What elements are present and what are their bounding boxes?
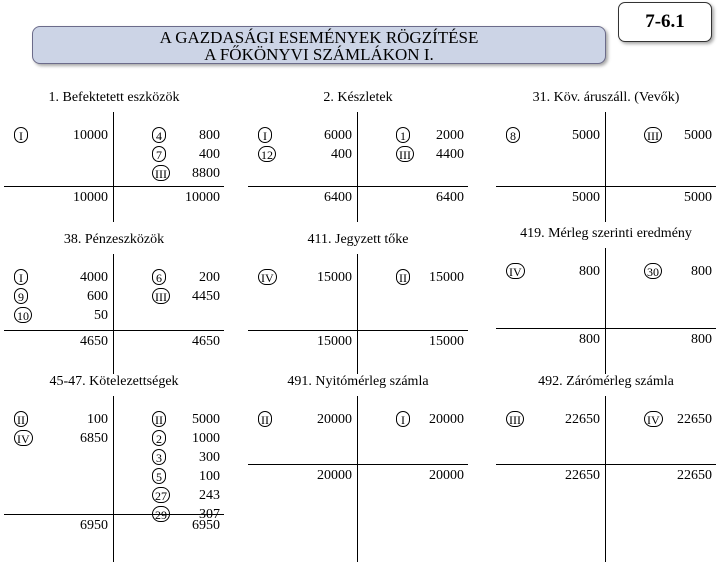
- credit-entry: [396, 126, 468, 145]
- debit-entry: [258, 145, 356, 164]
- entry-amount: 243: [199, 488, 220, 503]
- credit-entry: [644, 262, 716, 281]
- entry-reference: II: [258, 411, 272, 427]
- credit-entry: [396, 268, 468, 287]
- entry-reference: IV: [14, 430, 33, 446]
- account-divider: [605, 112, 606, 222]
- entry-reference: 10: [14, 307, 32, 323]
- entry-reference: III: [152, 165, 170, 181]
- entry-reference: II: [152, 411, 166, 427]
- entry-amount: 6000: [324, 128, 352, 143]
- account-divider: [113, 396, 114, 562]
- account-title: 411. Jegyzett tőke: [307, 232, 409, 247]
- entry-amount: 800: [199, 128, 220, 143]
- credit-total: 6400: [436, 190, 464, 205]
- account-divider: [357, 254, 358, 374]
- account-title: 31. Köv. áruszáll. (Vevők): [532, 90, 680, 105]
- credit-entry: [152, 268, 224, 287]
- credit-entry: [644, 126, 716, 145]
- entry-amount: 5000: [684, 128, 712, 143]
- slide-number-badge: 7-6.1: [618, 2, 712, 42]
- entry-amount: 6850: [80, 431, 108, 446]
- account-6: [496, 226, 716, 374]
- debit-entry: [258, 268, 356, 287]
- entry-reference: 30: [644, 263, 662, 279]
- entry-reference: 27: [152, 487, 170, 503]
- account-divider: [113, 112, 114, 222]
- debit-column: [14, 232, 112, 374]
- entry-amount: 8800: [192, 166, 220, 181]
- entry-reference: 4: [152, 127, 166, 143]
- account-divider: [605, 248, 606, 374]
- entry-amount: 100: [87, 412, 108, 427]
- account-2: [248, 90, 468, 222]
- debit-total: 6950: [80, 518, 108, 533]
- credit-total: 22650: [677, 468, 712, 483]
- account-1: [4, 90, 224, 222]
- entry-amount: 5000: [572, 128, 600, 143]
- entry-reference: 3: [152, 449, 166, 465]
- account-title: 45-47. Kötelezettségek: [49, 374, 179, 389]
- entry-reference: 9: [14, 288, 28, 304]
- entry-amount: 15000: [429, 270, 464, 285]
- entry-reference: II: [396, 269, 410, 285]
- account-4: [4, 232, 224, 374]
- entry-reference: I: [258, 127, 272, 143]
- account-5: [248, 232, 468, 374]
- entry-amount: 22650: [565, 412, 600, 427]
- credit-total: 20000: [429, 468, 464, 483]
- entry-reference: III: [506, 411, 524, 427]
- credit-total: 10000: [185, 190, 220, 205]
- entry-reference: IV: [644, 411, 663, 427]
- entry-amount: 20000: [429, 412, 464, 427]
- entry-reference: 6: [152, 269, 166, 285]
- debit-entry: [14, 268, 112, 287]
- entry-reference: I: [14, 269, 28, 285]
- entry-reference: IV: [506, 263, 525, 279]
- entry-amount: 307: [199, 507, 220, 522]
- entry-amount: 4000: [80, 270, 108, 285]
- entry-amount: 100: [199, 469, 220, 484]
- debit-entry: [506, 410, 604, 429]
- entry-amount: 300: [199, 450, 220, 465]
- debit-entry: [14, 306, 112, 325]
- entry-reference: III: [644, 127, 662, 143]
- debit-total: 22650: [565, 468, 600, 483]
- account-8: [248, 374, 468, 562]
- credit-entry: [396, 145, 468, 164]
- account-divider: [605, 396, 606, 562]
- credit-entry: [152, 429, 224, 448]
- debit-total: 4650: [80, 334, 108, 349]
- credit-entry: [152, 164, 224, 183]
- entry-amount: 200: [199, 270, 220, 285]
- account-divider: [357, 112, 358, 222]
- credit-entry: [152, 467, 224, 486]
- entry-amount: 4400: [436, 147, 464, 162]
- debit-entry: [258, 410, 356, 429]
- credit-entry: [644, 410, 716, 429]
- debit-column: [506, 226, 604, 374]
- account-title: 38. Pénzeszközök: [63, 232, 165, 247]
- entry-reference: 12: [258, 146, 276, 162]
- entry-reference: 5: [152, 468, 166, 484]
- credit-entry: [152, 486, 224, 505]
- entry-reference: II: [14, 411, 28, 427]
- entry-amount: 4450: [192, 289, 220, 304]
- credit-entry: [152, 126, 224, 145]
- account-title: 492. Zárómérleg számla: [538, 374, 674, 389]
- debit-entry: [258, 126, 356, 145]
- entry-reference: III: [152, 288, 170, 304]
- credit-column: [152, 232, 224, 374]
- title-banner: [32, 26, 606, 64]
- account-title: 419. Mérleg szerinti eredmény: [520, 226, 692, 241]
- entry-reference: I: [396, 411, 410, 427]
- credit-column: [644, 226, 716, 374]
- debit-entry: [14, 287, 112, 306]
- entry-reference: IV: [258, 269, 277, 285]
- debit-entry: [506, 262, 604, 281]
- account-7: [4, 374, 224, 562]
- credit-total: 800: [691, 332, 712, 347]
- credit-column: [396, 232, 468, 374]
- credit-total: 15000: [429, 334, 464, 349]
- debit-entry: [14, 410, 112, 429]
- title-line-1: A GAZDASÁGI ESEMÉNYEK RÖGZÍTÉSE: [159, 28, 479, 47]
- entry-reference: 2: [152, 430, 166, 446]
- debit-entry: [14, 429, 112, 448]
- debit-entry: [14, 126, 112, 145]
- entry-amount: 2000: [436, 128, 464, 143]
- debit-total: 20000: [317, 468, 352, 483]
- entry-amount: 800: [691, 264, 712, 279]
- debit-total: 10000: [73, 190, 108, 205]
- account-9: [496, 374, 716, 562]
- debit-total: 6400: [324, 190, 352, 205]
- entry-amount: 5000: [192, 412, 220, 427]
- debit-total: 800: [579, 332, 600, 347]
- entry-amount: 1000: [192, 431, 220, 446]
- entry-amount: 600: [87, 289, 108, 304]
- entry-reference: 29: [152, 506, 170, 522]
- account-title: 1. Befektetett eszközök: [48, 90, 180, 105]
- debit-column: [258, 232, 356, 374]
- credit-entry: [396, 410, 468, 429]
- credit-entry: [152, 448, 224, 467]
- entry-amount: 15000: [317, 270, 352, 285]
- account-3: [496, 90, 716, 222]
- entry-reference: 8: [506, 127, 520, 143]
- debit-total: 5000: [572, 190, 600, 205]
- credit-entry: [152, 145, 224, 164]
- entry-amount: 10000: [73, 128, 108, 143]
- entry-amount: 20000: [317, 412, 352, 427]
- entry-reference: 1: [396, 127, 410, 143]
- account-title: 2. Készletek: [323, 90, 393, 105]
- debit-total: 15000: [317, 334, 352, 349]
- credit-total: 4650: [192, 334, 220, 349]
- entry-amount: 50: [94, 308, 108, 323]
- entry-amount: 400: [199, 147, 220, 162]
- entry-amount: 800: [579, 264, 600, 279]
- credit-entry: [152, 287, 224, 306]
- credit-total: 5000: [684, 190, 712, 205]
- debit-entry: [506, 126, 604, 145]
- account-divider: [357, 396, 358, 562]
- title-line-2: A FŐKÖNYVI SZÁMLÁKON I.: [204, 45, 434, 64]
- entry-reference: III: [396, 146, 414, 162]
- credit-total: 6950: [192, 518, 220, 533]
- credit-entry: [152, 410, 224, 429]
- account-title: 491. Nyitómérleg számla: [287, 374, 429, 389]
- entry-reference: 7: [152, 146, 166, 162]
- entry-amount: 22650: [677, 412, 712, 427]
- account-divider: [113, 254, 114, 374]
- entry-amount: 400: [331, 147, 352, 162]
- entry-reference: I: [14, 127, 28, 143]
